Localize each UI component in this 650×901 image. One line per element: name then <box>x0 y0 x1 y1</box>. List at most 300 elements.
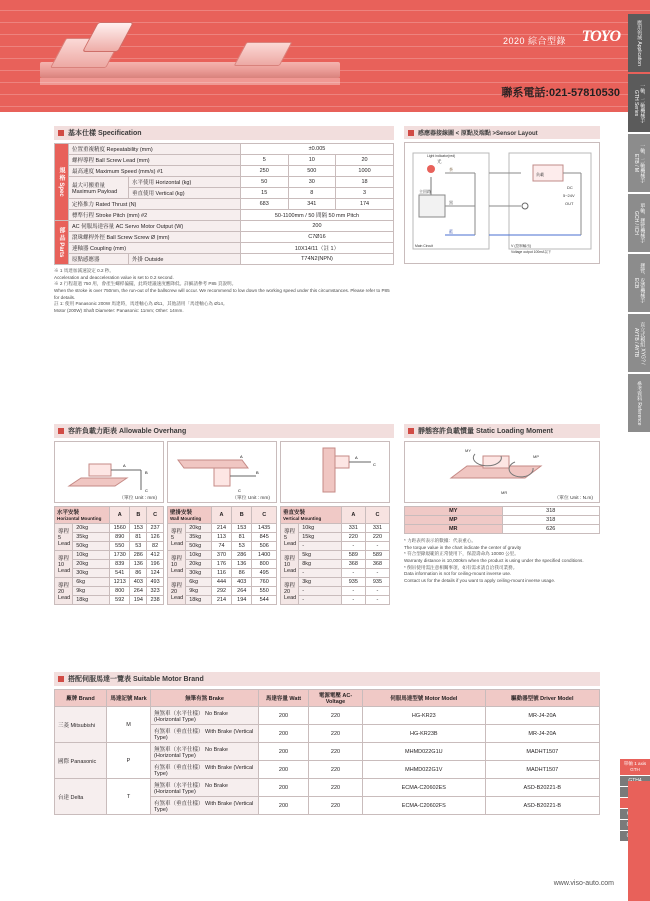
table-row <box>55 507 164 524</box>
parts-row-value: 200 <box>240 221 393 232</box>
moment-key: MY <box>405 507 503 516</box>
weight-cell: 18kg <box>73 596 110 605</box>
value-cell: 368 <box>341 560 365 569</box>
spec-row-label: 最大可搬重量 Maximum Payload <box>69 177 129 199</box>
bullet-square-icon <box>408 130 414 136</box>
note-line: Contact us for the details if you want to apply ceiling-mount inverse usage. <box>404 577 556 583</box>
parts-row-label: 滾珠螺桿外徑 Ball Screw Screw Ø (mm) <box>69 232 241 243</box>
spec-cell: 20 <box>336 155 394 166</box>
note-line: * 倒吊使用需注意相關事項，如有需求請自洽我司業務。 <box>404 564 518 570</box>
watt-cell: 200 <box>259 725 309 743</box>
brand-cell: 台達 Delta <box>55 779 107 815</box>
weight-cell: 3kg <box>299 578 342 587</box>
lead-label: 導程 5 Lead <box>168 524 186 551</box>
value-cell: - <box>341 542 365 551</box>
weight-cell: - <box>299 596 342 605</box>
spec-section-title <box>54 126 394 140</box>
col-header: A <box>211 507 231 524</box>
parts-row-sublabel: 外掛 Outside <box>129 254 241 265</box>
col-header: C <box>365 507 389 524</box>
svg-text:5~24V: 5~24V <box>563 193 575 198</box>
table-row <box>55 690 600 707</box>
value-cell: - <box>341 587 365 596</box>
weight-cell: - <box>299 569 342 578</box>
spec-row-label: 位置重複精度 Repeatability (mm) <box>69 144 241 155</box>
driver-model-cell: ASD-B20221-B <box>485 797 599 815</box>
value-cell: 264 <box>130 587 147 596</box>
spec-row-value: ±0.005 <box>240 144 393 155</box>
col-header: 馬達記號 Mark <box>107 690 151 707</box>
value-cell: 220 <box>365 533 389 542</box>
value-cell: 1400 <box>252 551 277 560</box>
note-line: Data information is not for ceiling-mount inverse use. <box>404 571 512 577</box>
svg-text:A: A <box>240 454 243 459</box>
group-name: 水平安裝 <box>57 510 80 516</box>
motor-section-title <box>54 672 600 686</box>
spec-cell: 174 <box>336 199 394 210</box>
value-cell: - <box>365 596 389 605</box>
moment-value: 318 <box>502 516 600 525</box>
value-cell: 589 <box>365 551 389 560</box>
value-cell: 323 <box>147 587 164 596</box>
value-cell: 74 <box>211 542 231 551</box>
mark-cell: P <box>107 743 151 779</box>
static-moment-table <box>404 506 600 534</box>
spec-cell: 1000 <box>336 166 394 177</box>
value-cell: 264 <box>232 587 252 596</box>
overhang-table-wall <box>167 506 277 605</box>
table-row <box>281 578 390 587</box>
weight-cell: 18kg <box>186 596 212 605</box>
spec-cell: 18 <box>336 177 394 188</box>
note-line: When the stroke is over 750mm, the run-out of the ballscrew will occur. We recommend to low down the working speed under this circumstances. Please refer to P85 for details. <box>54 287 390 300</box>
sensor-section-title <box>404 126 600 139</box>
overhang-section-title <box>54 424 394 438</box>
note-line: * 符合型錄規範的正常使用下，保證壽命為 10000 公里。 <box>404 551 519 557</box>
value-cell: 839 <box>110 560 130 569</box>
value-cell: 550 <box>110 542 130 551</box>
brand-cell: 三菱 Mitsubishi <box>55 707 107 743</box>
svg-text:藍: 藍 <box>449 229 453 234</box>
svg-text:DC: DC <box>567 185 573 190</box>
overhang-diagrams <box>54 441 394 503</box>
table-row <box>281 551 390 560</box>
unit-label: （單位 Unit : N.m) <box>554 496 593 501</box>
volt-cell: 220 <box>309 707 363 725</box>
spec-cell: 50 <box>240 177 288 188</box>
sidebar-item-ecb[interactable]: 懸臂、皮帶機械手 ECB <box>628 254 650 312</box>
svg-text:光: 光 <box>437 159 442 164</box>
watt-cell: 200 <box>259 797 309 815</box>
mark-cell: M <box>107 707 151 743</box>
col-header: B <box>130 507 147 524</box>
value-cell: 113 <box>211 533 231 542</box>
spec-table <box>54 143 394 265</box>
weight-cell: 9kg <box>186 587 212 596</box>
lead-label: 導程 5 Lead <box>281 524 299 551</box>
value-cell: - <box>341 596 365 605</box>
note-line: Motor (200W) Shaft Diameter: Panasonic: 11mm; Other: 14mm. <box>54 307 184 313</box>
driver-model-cell: ASD-B20221-B <box>485 779 599 797</box>
moment-value: 626 <box>502 525 600 534</box>
svg-text:主回路: 主回路 <box>419 189 431 194</box>
value-cell: 1730 <box>110 551 130 560</box>
static-moment-notes <box>404 538 600 585</box>
driver-model-cell: MR-J4-20A <box>485 725 599 743</box>
table-row <box>281 524 390 533</box>
svg-text:OUT: OUT <box>565 201 574 206</box>
overhang-section <box>54 424 394 605</box>
col-header: 伺服馬達型號 Motor Model <box>363 690 486 707</box>
value-cell: 286 <box>130 551 147 560</box>
parts-row-label: 連軸器 Coupling (mm) <box>69 243 241 254</box>
volt-cell: 220 <box>309 743 363 761</box>
value-cell: 124 <box>147 569 164 578</box>
table-row <box>405 516 600 525</box>
moment-key: MP <box>405 516 503 525</box>
value-cell: 493 <box>147 578 164 587</box>
motor-model-cell: ECMA-C20602ES <box>363 779 486 797</box>
col-header: 驅動器型號 Driver Model <box>485 690 599 707</box>
parts-row-label: AC 伺服馬達容量 AC Servo Motor Output (W) <box>69 221 241 232</box>
note-line: The torque value in the chart indicate the center of gravity <box>404 544 522 550</box>
value-cell: 368 <box>365 560 389 569</box>
motor-model-cell: MHMD022G1U <box>363 743 486 761</box>
weight-cell: 20kg <box>186 560 212 569</box>
value-cell: 82 <box>147 542 164 551</box>
static-section-title <box>404 424 600 438</box>
value-cell: - <box>365 587 389 596</box>
note-line: 註 1: 使用 Panasonic 200W 馬達時，馬達軸心為 Ø11，其他請用「馬達軸心為 Ø14。 <box>54 301 228 307</box>
value-cell: 331 <box>365 524 389 533</box>
watt-cell: 200 <box>259 779 309 797</box>
value-cell: 760 <box>252 578 277 587</box>
lead-label: 導程 10 Lead <box>281 551 299 578</box>
brand-cell: 國際 Panasonic <box>55 743 107 779</box>
spec-cell: 10 <box>288 155 336 166</box>
table-row <box>168 507 277 524</box>
motor-model-cell: HG-KR23 <box>363 707 486 725</box>
weight-cell: 35kg <box>73 533 110 542</box>
value-cell: 935 <box>365 578 389 587</box>
value-cell: 214 <box>211 596 231 605</box>
weight-cell: 20kg <box>186 524 212 533</box>
value-cell: 935 <box>341 578 365 587</box>
value-cell: 292 <box>211 587 231 596</box>
value-cell: 214 <box>211 524 231 533</box>
volt-cell: 220 <box>309 797 363 815</box>
value-cell: 890 <box>110 533 130 542</box>
lead-label: 導程 20 Lead <box>55 578 73 605</box>
svg-text:V (控制輸出): V (控制輸出) <box>511 244 532 248</box>
value-cell: 800 <box>110 587 130 596</box>
value-cell: 286 <box>232 551 252 560</box>
brake-cell: 無煞車（水平仕樣） No Brake (Horizontal Type) <box>151 743 259 761</box>
spec-cell: 15 <box>240 188 288 199</box>
moment-value: 318 <box>502 507 600 516</box>
parts-row-value: 10X14/11（註 1） <box>240 243 393 254</box>
value-cell: 81 <box>130 533 147 542</box>
weight-cell: 20kg <box>73 560 110 569</box>
value-cell: 220 <box>341 533 365 542</box>
value-cell: 589 <box>341 551 365 560</box>
svg-text:茶: 茶 <box>449 167 453 172</box>
spec-notes <box>54 268 394 315</box>
mark-cell: T <box>107 779 151 815</box>
table-row <box>55 707 600 725</box>
weight-cell: 10kg <box>73 551 110 560</box>
weight-cell: 50kg <box>186 542 212 551</box>
volt-cell: 220 <box>309 725 363 743</box>
brake-cell: 有煞車（垂直仕樣） With Brake (Vertical Type) <box>151 797 259 815</box>
table-row <box>55 232 394 243</box>
driver-model-cell: MADHT1507 <box>485 761 599 779</box>
weight-cell: 10kg <box>299 524 342 533</box>
value-cell: 331 <box>341 524 365 533</box>
parts-row-value: T74N2(NPN) <box>240 254 393 265</box>
corner-accent <box>628 781 650 901</box>
value-cell: 196 <box>147 560 164 569</box>
value-cell: 1560 <box>110 524 130 533</box>
table-row <box>55 166 394 177</box>
note-line: ※ 1 馬達加減速設定 0.2 秒。 <box>54 268 114 273</box>
sidebar-item-gth[interactable]: 一軸、二軸機械手 GTH Series <box>628 74 650 132</box>
spec-cell: 3 <box>336 188 394 199</box>
table-row <box>55 177 394 188</box>
group-name-en: Horizontal Mounting <box>57 516 102 521</box>
brake-cell: 有煞車（垂直仕樣） With Brake (Vertical Type) <box>151 761 259 779</box>
spec-row-label: 螺桿導程 Ball Screw Lead (mm) <box>69 155 241 166</box>
table-row <box>405 525 600 534</box>
table-row <box>168 578 277 587</box>
col-header: C <box>252 507 277 524</box>
product-illustration <box>40 16 340 96</box>
svg-text:Voltage output 100mA以下: Voltage output 100mA以下 <box>511 250 552 254</box>
table-row <box>55 551 164 560</box>
table-row <box>55 221 394 232</box>
bullet-square-icon <box>58 676 64 682</box>
value-cell: 592 <box>110 596 130 605</box>
diagram-horizontal-mount <box>54 441 164 503</box>
svg-text:MP: MP <box>533 454 539 459</box>
svg-text:C: C <box>145 488 148 493</box>
sidebar-item-gch[interactable]: 單軸、懸臂機械手 GCH / ICH <box>628 194 650 252</box>
svg-text:MR: MR <box>501 490 508 495</box>
watt-cell: 200 <box>259 761 309 779</box>
note-line: Acceleration and deacceleration value is set to 0.2 second. <box>54 274 174 280</box>
sidebar-item-xyg[interactable]: 直立式模組 XYG? / AYTB / AYTB <box>628 314 650 372</box>
group-name-en: Vertical Mounting <box>283 516 322 521</box>
spec-cell: 341 <box>288 199 336 210</box>
col-header: B <box>232 507 252 524</box>
table-row <box>55 779 600 797</box>
spec-section <box>54 126 394 315</box>
col-header: 電源電壓 AC-Voltage <box>309 690 363 707</box>
value-cell: 541 <box>110 569 130 578</box>
weight-cell: 30kg <box>186 569 212 578</box>
static-moment-diagram <box>404 441 600 503</box>
table-row <box>168 551 277 560</box>
spec-title-text: 基本仕樣 Specification <box>68 130 142 137</box>
spec-group-parts: 部 品 Parts <box>55 221 69 265</box>
value-cell: 153 <box>130 524 147 533</box>
unit-label: （單位 Unit : mm) <box>232 496 270 501</box>
sensor-section <box>404 126 600 264</box>
value-cell: 136 <box>130 560 147 569</box>
value-cell: - <box>341 569 365 578</box>
lead-label: 導程 5 Lead <box>55 524 73 551</box>
note-line: ※ 2 行程超過 750 用，會產生螺桿偏擺，此時建議速度應降低。詳細請參考 P85 頁說明。 <box>54 281 237 287</box>
table-row <box>55 578 164 587</box>
sidebar-item-application[interactable]: 應用領域 Application <box>628 14 650 72</box>
weight-cell: 6kg <box>73 578 110 587</box>
value-cell: 237 <box>147 524 164 533</box>
col-header: A <box>341 507 365 524</box>
driver-model-cell: MADHT1507 <box>485 743 599 761</box>
group-name: 垂直安裝 <box>283 510 306 516</box>
svg-text:C: C <box>238 488 241 493</box>
bullet-square-icon <box>58 428 64 434</box>
sensor-diagram <box>404 142 600 264</box>
value-cell: 194 <box>130 596 147 605</box>
value-cell: 444 <box>211 578 231 587</box>
col-header: 馬達容量 Watt <box>259 690 309 707</box>
weight-cell: 10kg <box>186 551 212 560</box>
volt-cell: 220 <box>309 761 363 779</box>
value-cell: 544 <box>252 596 277 605</box>
lead-label: 導程 10 Lead <box>55 551 73 578</box>
value-cell: 126 <box>147 533 164 542</box>
catalog-year: 2020 綜合型錄 <box>502 36 566 46</box>
spec-row-sublabel: 水平使用 Horizontal (kg) <box>129 177 241 188</box>
axis-selector-title: 單軸 1 axis GTH <box>620 759 650 775</box>
lead-label: 導程 20 Lead <box>281 578 299 605</box>
weight-cell: 35kg <box>186 533 212 542</box>
sidebar-item-etb[interactable]: 一軸、二軸機械手 ETB / M <box>628 134 650 192</box>
value-cell: 86 <box>130 569 147 578</box>
sidebar-item-reference[interactable]: 參考資料 Reference <box>628 374 650 432</box>
brake-cell: 無煞車（水平仕樣） No Brake (Horizontal Type) <box>151 779 259 797</box>
parts-row-label: 原點感應器 <box>69 254 129 265</box>
col-header: C <box>147 507 164 524</box>
motor-model-cell: HG-KR23B <box>363 725 486 743</box>
value-cell: - <box>365 542 389 551</box>
overhang-title-text: 容許負載力距表 Allowable Overhang <box>68 428 187 435</box>
weight-cell: 9kg <box>73 587 110 596</box>
table-row <box>55 743 600 761</box>
spec-cell: 5 <box>240 155 288 166</box>
motor-table <box>54 689 600 815</box>
svg-text:C: C <box>373 462 376 467</box>
weight-cell: 5kg <box>299 551 342 560</box>
weight-cell: - <box>299 542 342 551</box>
weight-cell: 30kg <box>73 569 110 578</box>
bullet-square-icon <box>408 428 414 434</box>
weight-cell: 15kg <box>299 533 342 542</box>
svg-text:負載: 負載 <box>536 172 544 177</box>
brake-cell: 有煞車（垂直仕樣） With Brake (Vertical Type) <box>151 725 259 743</box>
weight-cell: 8kg <box>299 560 342 569</box>
value-cell: 53 <box>232 542 252 551</box>
weight-cell: 6kg <box>186 578 212 587</box>
unit-label: （單位 Unit : mm) <box>119 496 157 501</box>
table-row <box>405 507 600 516</box>
table-row <box>55 243 394 254</box>
value-cell: 550 <box>252 587 277 596</box>
value-cell: 403 <box>130 578 147 587</box>
driver-model-cell: MR-J4-20A <box>485 707 599 725</box>
footer-url[interactable]: www.viso-auto.com <box>553 880 614 887</box>
value-cell: 403 <box>232 578 252 587</box>
diagram-wall-mount <box>167 441 277 503</box>
value-cell: 153 <box>232 524 252 533</box>
value-cell: 495 <box>252 569 277 578</box>
moment-key: MR <box>405 525 503 534</box>
value-cell: 370 <box>211 551 231 560</box>
col-header: 無筆有煞 Brake <box>151 690 259 707</box>
table-row <box>55 524 164 533</box>
value-cell: 136 <box>232 560 252 569</box>
group-name: 壁掛安裝 <box>170 510 193 516</box>
static-moment-section <box>404 424 600 585</box>
value-cell: 86 <box>232 569 252 578</box>
table-row <box>168 524 277 533</box>
weight-cell: 20kg <box>73 524 110 533</box>
value-cell: 506 <box>252 542 277 551</box>
svg-text:黑: 黑 <box>449 200 453 205</box>
note-line: Warranty distance is 10,000km when the product is using under the specified conditions. <box>404 557 584 563</box>
spec-row-label: 標準行程 Stroke Pitch (mm) #2 <box>69 210 241 221</box>
overhang-table-vertical <box>280 506 390 605</box>
svg-text:A: A <box>355 455 358 460</box>
sensor-title-text: 感應器接線圖 < 原點及端點 >Sensor Layout <box>418 131 538 137</box>
svg-text:Main Circuit: Main Circuit <box>415 244 433 248</box>
overhang-tables <box>54 506 394 605</box>
value-cell: 845 <box>252 533 277 542</box>
value-cell: 1213 <box>110 578 130 587</box>
value-cell: 81 <box>232 533 252 542</box>
value-cell: 194 <box>232 596 252 605</box>
spec-cell: 500 <box>288 166 336 177</box>
note-line: * 力距表所表示的數據：代表重心。 <box>404 538 476 543</box>
side-tab-rail[interactable] <box>628 14 650 434</box>
static-title-text: 靜態容許負載慣量 Static Loading Moment <box>418 428 553 435</box>
motor-model-cell: MHMD022G1V <box>363 761 486 779</box>
value-cell: 238 <box>147 596 164 605</box>
spec-row-value: 50-1100mm / 50 間隔 50 mm Pitch <box>240 210 393 221</box>
svg-text:B: B <box>145 470 148 475</box>
svg-text:MY: MY <box>465 448 471 453</box>
brake-cell: 無煞車（水平仕樣） No Brake (Horizontal Type) <box>151 707 259 725</box>
overhang-table-horizontal <box>54 506 164 605</box>
value-cell: 53 <box>130 542 147 551</box>
spec-row-label: 最高速度 Maximum Speed (mm/s) #1 <box>69 166 241 177</box>
group-name-en: Wall Mounting <box>170 516 202 521</box>
bullet-square-icon <box>58 130 64 136</box>
diagram-vertical-mount <box>280 441 390 503</box>
weight-cell: - <box>299 587 342 596</box>
value-cell: 1435 <box>252 524 277 533</box>
value-cell: 116 <box>211 569 231 578</box>
table-row <box>55 210 394 221</box>
motor-title-text: 搭配伺服馬達一覽表 Suitable Motor Brand <box>68 676 204 683</box>
spec-row-label: 定格推力 Rated Thrust (N) <box>69 199 241 210</box>
table-row <box>55 254 394 265</box>
value-cell: - <box>365 569 389 578</box>
table-row <box>55 155 394 166</box>
lead-label: 導程 20 Lead <box>168 578 186 605</box>
value-cell: 412 <box>147 551 164 560</box>
